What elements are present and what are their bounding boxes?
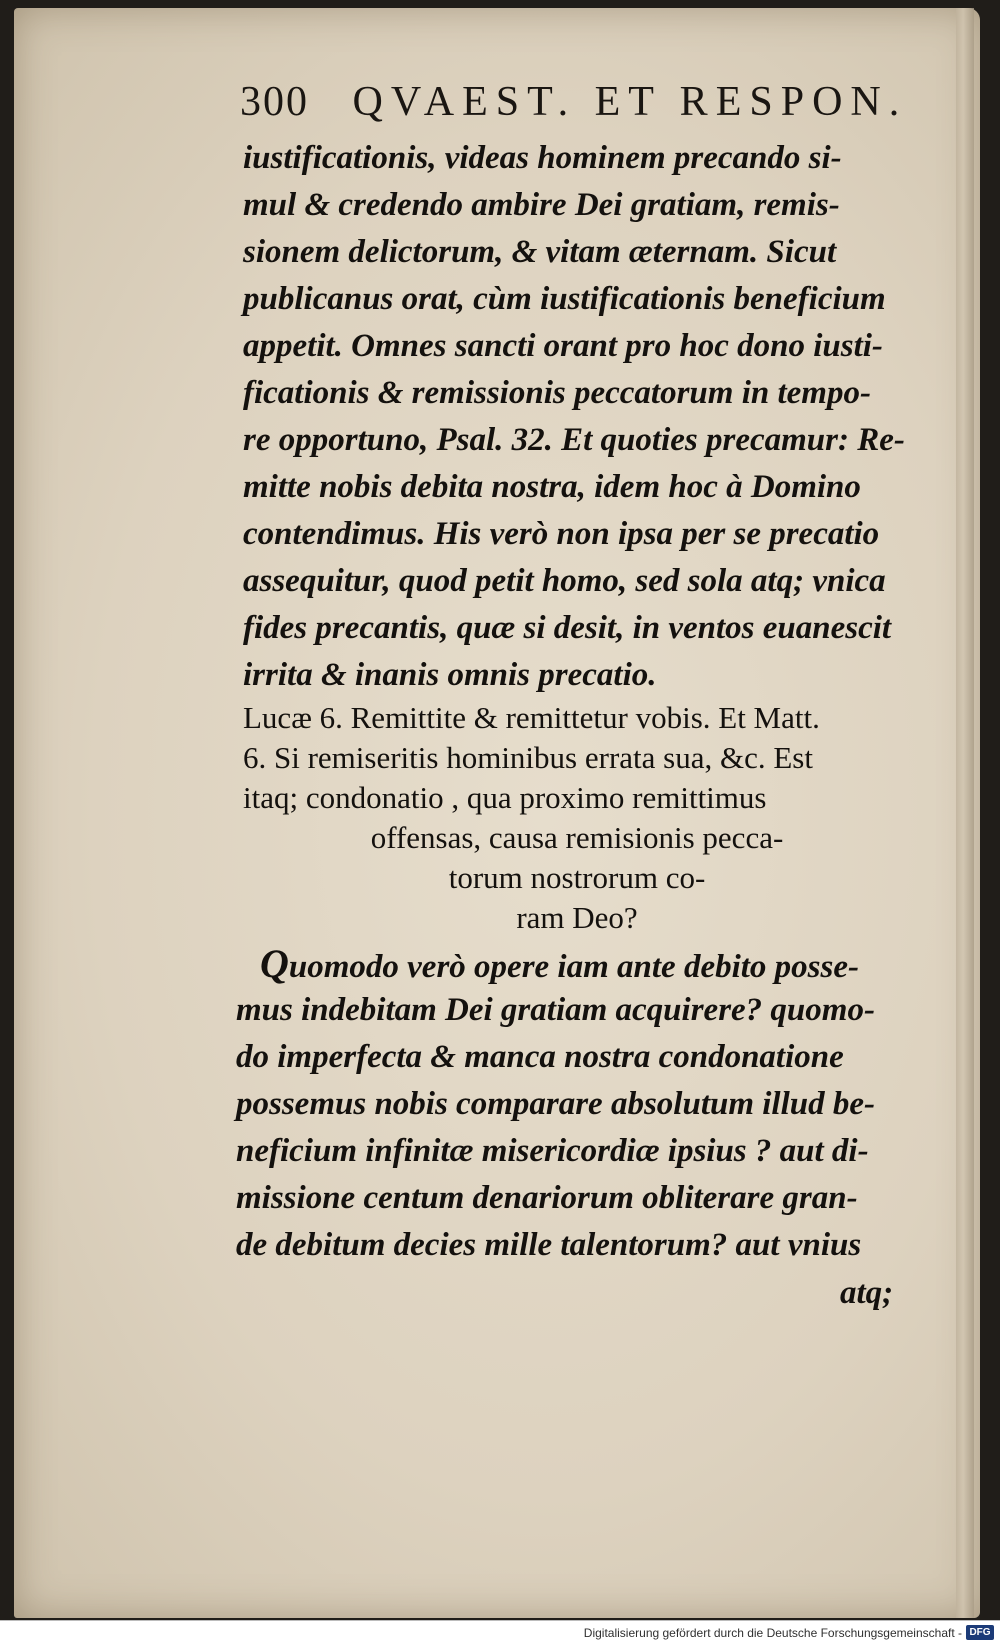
text-line: do imperfecta & manca nostra condonatione	[236, 1039, 844, 1075]
text-line: irrita & inanis omnis precatio.	[243, 657, 657, 693]
text-line: iustificationis, videas hominem precando si-	[243, 140, 842, 176]
text-line: sionem delictorum, & vitam æternam. Sicut	[243, 234, 837, 270]
text-line	[236, 940, 904, 987]
funding-credit: Digitalisierung gefördert durch die Deutsche Forschungsgemeinschaft -	[583, 1626, 962, 1640]
catchword: atq;	[840, 1275, 894, 1311]
text-line: neficium infinitæ misericordiæ ipsius ? aut di-	[236, 1133, 869, 1169]
text-line: contendimus. His verò non ipsa per se precatio	[243, 516, 880, 552]
running-head	[240, 78, 908, 138]
text-line: torum nostrorum co-	[448, 860, 706, 895]
footer-bar	[0, 1620, 1000, 1645]
text-line: 6. Si remiseritis hominibus errata sua, &c. Est	[243, 740, 813, 775]
text-line: appetit. Omnes sancti orant pro hoc dono iusti-	[243, 328, 883, 364]
text-line: de debitum decies mille talentorum? aut vnius	[236, 1227, 862, 1263]
text-line: mul & credendo ambire Dei gratiam, remis-	[243, 187, 840, 223]
page-number: 300	[240, 79, 309, 125]
text-line: mitte nobis debita nostra, idem hoc à Domino	[243, 469, 861, 505]
italic-paragraph	[243, 135, 911, 699]
text-line: Lucæ 6. Remittite & remittetur vobis. Et Matt.	[243, 700, 820, 735]
text-line: itaq; condonatio , qua proximo remittimus	[243, 780, 767, 815]
answer-paragraph	[236, 940, 904, 1269]
text-line: missione centum denariorum obliterare gran-	[236, 1180, 858, 1216]
dfg-logo: DFG	[966, 1625, 994, 1640]
page-edge	[956, 8, 974, 1618]
text-line: possemus nobis comparare absolutum illud be-	[236, 1086, 876, 1122]
text-line: fides precantis, quæ si desit, in ventos euanescit	[243, 610, 892, 646]
text-line: ficationis & remissionis peccatorum in tempo-	[243, 375, 871, 411]
text-line: ram Deo?	[516, 900, 638, 935]
text-line: publicanus orat, cùm iustificationis beneficium	[243, 281, 886, 317]
text-line: re opportuno, Psal. 32. Et quoties precamur: Re-	[243, 422, 905, 458]
first-line-text: uomodo verò opere iam ante debito posse-	[288, 949, 859, 985]
question-paragraph	[243, 698, 911, 938]
text-line: mus indebitam Dei gratiam acquirere? quomo-	[236, 992, 875, 1028]
text-line: assequitur, quod petit homo, sed sola atq; vnica	[243, 563, 886, 599]
running-title: QVAEST. ET RESPON.	[352, 79, 908, 125]
text-line: offensas, causa remisionis pecca-	[370, 820, 784, 855]
initial-letter: Q	[260, 941, 289, 986]
